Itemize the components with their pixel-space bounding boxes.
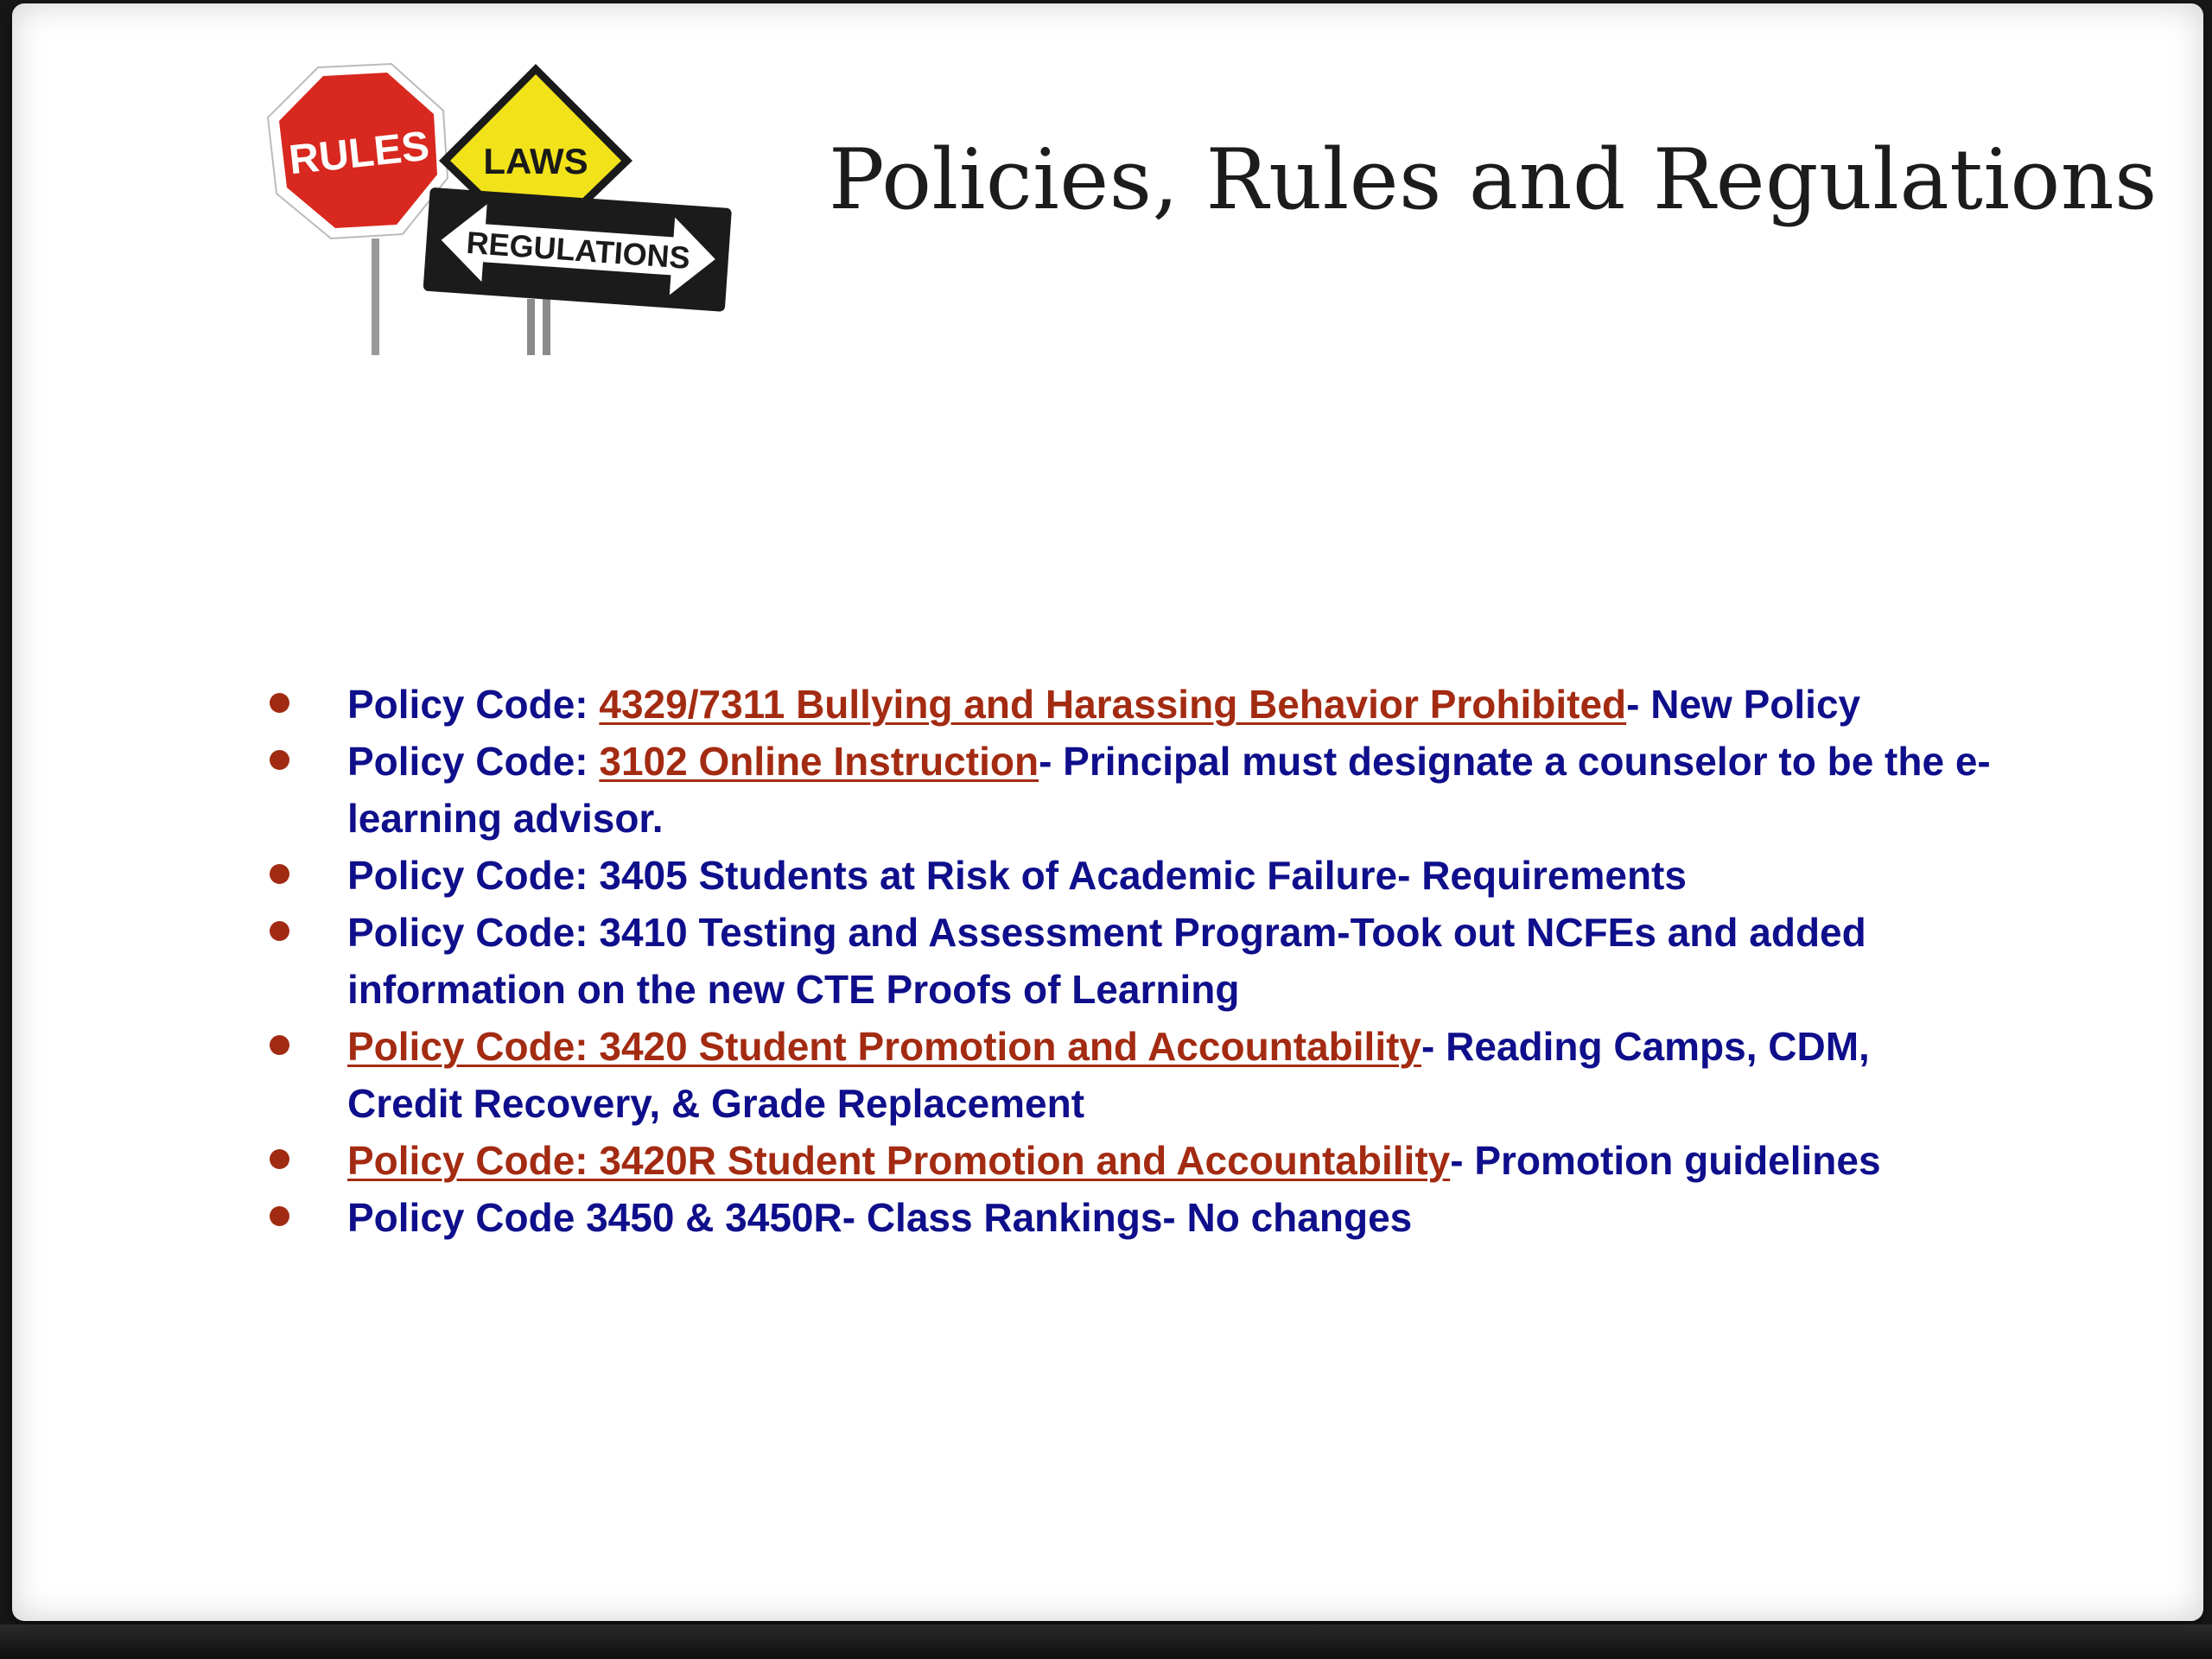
item-prefix: Policy Code: xyxy=(347,739,600,784)
rules-laws-regulations-signs-image xyxy=(257,57,741,355)
bullet-icon xyxy=(270,1035,289,1055)
item-suffix: - Promotion guidelines xyxy=(1450,1138,1881,1183)
list-item xyxy=(263,1018,1991,1132)
list-item xyxy=(263,733,1991,847)
viewer-bottom-edge xyxy=(0,1624,2212,1659)
bullet-icon xyxy=(270,921,289,941)
rules-sign-text: RULES xyxy=(286,123,432,184)
policy-link[interactable]: Policy Code: 3420R Student Promotion and Accountability xyxy=(347,1138,1451,1183)
regulations-sign-text: REGULATIONS xyxy=(465,224,691,276)
bullet-icon xyxy=(270,1149,289,1169)
list-item xyxy=(263,676,1991,733)
bullet-icon xyxy=(270,864,289,884)
sign-post xyxy=(543,299,550,355)
list-item xyxy=(263,847,1991,904)
bullet-icon xyxy=(270,1206,289,1226)
policy-link[interactable]: 3102 Online Instruction xyxy=(599,739,1039,784)
item-text: Policy Code: 3405 Students at Risk of Academic Failure- Requirements xyxy=(347,853,1687,898)
policy-link[interactable]: Policy Code: 3420 Student Promotion and Accountability xyxy=(347,1024,1422,1069)
item-text: Policy Code 3450 & 3450R- Class Rankings- No changes xyxy=(347,1195,1413,1240)
bullet-icon xyxy=(270,693,289,713)
list-item xyxy=(263,1189,1991,1246)
sign-post xyxy=(527,299,535,355)
policy-list xyxy=(263,676,1991,1246)
slide xyxy=(12,3,2203,1621)
sign-post xyxy=(372,238,379,355)
item-suffix: - Principal must designate a counselor to be the e-learning advisor. xyxy=(347,739,1991,841)
laws-sign-text: LAWS xyxy=(483,141,588,181)
bullet-icon xyxy=(270,750,289,770)
item-suffix: - Reading Camps, CDM, Credit Recovery, & Grade Replacement xyxy=(347,1024,1870,1126)
item-suffix: - New Policy xyxy=(1626,682,1861,727)
item-text: Policy Code: 3410 Testing and Assessment Program-Took out NCFEs and added information on the new CTE Proofs of Learning xyxy=(347,910,1866,1012)
policy-link[interactable]: 4329/7311 Bullying and Harassing Behavior Prohibited xyxy=(599,682,1627,727)
item-prefix: Policy Code: xyxy=(347,682,600,727)
list-item xyxy=(263,1132,1991,1189)
list-item xyxy=(263,904,1991,1018)
slide-title: Policies, Rules and Regulations xyxy=(829,131,2158,228)
